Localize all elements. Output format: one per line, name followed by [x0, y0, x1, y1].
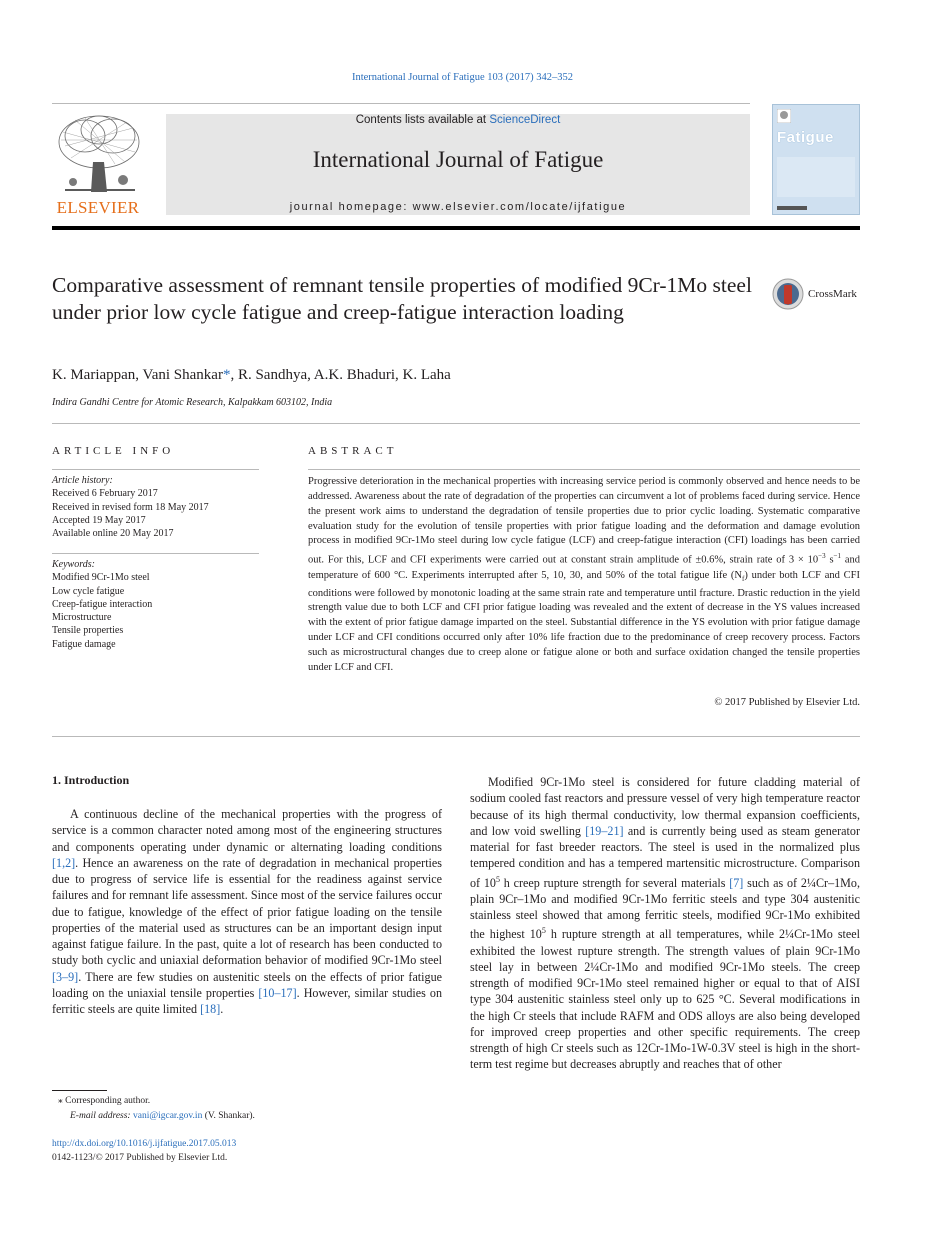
divider: [52, 736, 860, 737]
journal-cover-thumbnail[interactable]: [772, 104, 860, 215]
history-accepted: Accepted 19 May 2017: [52, 514, 146, 526]
citation-link[interactable]: [10–17]: [258, 985, 297, 1000]
history-heading: Article history:: [52, 475, 113, 486]
doi-block: [52, 1137, 236, 1165]
keyword-item: Low cycle fatigue: [52, 585, 125, 597]
keyword-item: Fatigue damage: [52, 638, 116, 650]
keywords: [52, 558, 262, 651]
paragraph: Modified 9Cr-1Mo steel is considered for future cladding material of sodium cooled fast reactors and pressure vessel of very high temperature reactor because of its high thermal conductivity, low thermal expansion coefficients, and low void swelling [19–21] and is currently being used as steam generator material for fast breeder reactors. The steel is used in the normalized plus tempered condition and has a tempered martensitic microstructure. Comparison of $10^5$ h creep rupture strength for several materials [7] such as of 2¼Cr–1Mo, plain 9Cr–1Mo and modified 9Cr-1Mo ferritic steels and type 304 austenitic stainless steel showed that among ferritic steels, modified 9Cr-1Mo exhibited the highest $10^5$ h rupture strength at all temperatures, while 2¼Cr-1Mo steel exhibited the lowest rupture strength. The strength values of plain 9Cr-1Mo steel lay in between 2¼Cr-1Mo and modified 9Cr-1Mo steels. The creep strength of modified 9Cr-1Mo steel remained higher or equal to that of AISI type 304 austenitic stainless steel only up to 625 °C. Several modifications in the high Cr steels that include RAFM and ODS alloys are also being developed for improved creep properties and other specific requirements. The creep strength of high Cr steels such as 12Cr-1Mo-1W-0.3V steel is high in the short-term test regime but decreases abruptly and reaches that of other: [470, 775, 860, 1072]
divider: [52, 553, 259, 554]
journal-homepage[interactable]: journal homepage: www.elsevier.com/locate/ijfatigue: [289, 201, 627, 213]
doi-link[interactable]: http://dx.doi.org/10.1016/j.ijfatigue.2017.05.013: [52, 1139, 237, 1149]
crossmark-icon: [772, 278, 806, 312]
abstract-body: Progressive deterioration in the mechanical properties with increasing service period is commonly observed and hence needs to be addressed. Awareness about the rate of degradation of the properties can circumvent a lot of problems faced during service. Hence the present work aims to understand the degradation of tensile properties due to prior cyclic loading. Systematic comparative evaluation study for the evolution of tensile properties with prior fatigue loading and the deformation and damage evolution process in modified 9Cr-1Mo steel during low cycle fatigue (LCF) and creep-fatigue interaction (CFI) loadings has been carried out. For this, LCF and CFI experiments were carried out at constant strain amplitude of ±0.6%, strain rate of $3 \times 10^{-3}$ $s^{-1}$ and temperature of 600 °C. Experiments interrupted after 5, 10, 30, and 50% of the total fatigue life $(N_f)$ under both LCF and CFI conditions were followed by monotonic loading at the same strain rate and temperature until fracture. Drastic reduction in the yield strength value due to both LCF and CFI prior fatigue loading was revealed and the extent of decrease in the YS values increased with the extent of prior fatigue damage imparted on the steel. Substantial difference in the YS evolution with prior fatigue damage under LCF and CFI conditions occurred only after 10% life fraction due to the predominance of creep recovery process. Factors such as microstructural changes due to creep alone or fatigue alone or both and surface oxidation changed the tensile properties under LCF and CFI.: [308, 476, 861, 673]
divider: [308, 469, 860, 470]
contents-prefix: Contents lists available at: [355, 114, 490, 126]
abstract-copyright: © 2017 Published by Elsevier Ltd.: [714, 697, 860, 708]
keyword-item: Creep-fatigue interaction: [52, 598, 153, 610]
keywords-heading: Keywords:: [52, 559, 95, 570]
journal-reference[interactable]: International Journal of Fatigue 103 (2017) 342–352: [351, 72, 574, 83]
header-thick-rule: [52, 226, 860, 230]
footnote: ⁎ Corresponding author. E-mail address: vani@igcar.gov.in (V. Shankar).: [58, 1096, 255, 1121]
keyword-item: Microstructure: [52, 612, 112, 624]
citation-link[interactable]: [1,2]: [52, 855, 76, 870]
journal-masthead: [166, 114, 750, 215]
elsevier-tree-icon: [55, 112, 143, 196]
footnote-rule: [52, 1090, 107, 1091]
author-names-rest: , R. Sandhya, A.K. Bhaduri, K. Laha: [230, 367, 451, 383]
article-history: [52, 474, 262, 540]
keyword-item: Tensile properties: [52, 625, 124, 637]
sciencedirect-link[interactable]: ScienceDirect: [489, 114, 561, 126]
elsevier-mini-logo-icon: [777, 109, 791, 123]
body-column-right: [470, 774, 860, 1073]
header-divider: [52, 103, 750, 104]
body-column-left: [52, 806, 442, 1017]
paragraph: A continuous decline of the mechanical properties with the progress of service is a common character noted among most of the engineering structures and components operating under dynamic or alternating loading conditions [1,2]. Hence an awareness on the rate of degradation in mechanical properties due to progress of service life is essential for the readiness against service failures and for remnant life assessment. Since most of the service failures occur due to fatigue, knowledge of the effect of prior fatigue loading on the tensile properties of the material used as structures can be an important design input against fatigue failure. In the past, quite a lot of research has been conducted to study both cyclic and uniaxial deformation behavior of modified 9Cr-1Mo steel [3–9]. There are few studies on austenitic steels on the effects of prior fatigue loading on the uniaxial tensile properties [10–17]. However, similar studies on ferritic steels are quite limited [18].: [52, 807, 442, 1016]
affiliation: Indira Gandhi Centre for Atomic Research, Kalpakkam 603102, India: [52, 397, 333, 408]
history-online: Available online 20 May 2017: [52, 528, 174, 540]
email-link[interactable]: vani@igcar.gov.in: [132, 1110, 203, 1121]
divider: [52, 423, 860, 424]
journal-title: International Journal of Fatigue: [312, 147, 604, 172]
citation-link[interactable]: [19–21]: [585, 823, 624, 838]
abstract-heading: ABSTRACT: [308, 445, 398, 457]
author-list: [52, 367, 451, 384]
crossmark-label: CrossMark: [808, 288, 857, 300]
crossmark-badge[interactable]: [772, 278, 862, 312]
author-names: K. Mariappan, Vani Shankar: [52, 367, 223, 383]
cover-journal-name: Fatigue: [777, 129, 834, 146]
citation-link[interactable]: [3–9]: [52, 969, 79, 984]
keyword-item: Modified 9Cr-1Mo steel: [52, 572, 150, 584]
elsevier-wordmark: ELSEVIER: [56, 198, 140, 217]
citation-link[interactable]: [7]: [729, 875, 744, 890]
elsevier-logo[interactable]: [52, 112, 144, 216]
divider: [52, 469, 259, 470]
history-revised: Received in revised form 18 May 2017: [52, 501, 209, 513]
section-heading-introduction: 1. Introduction: [52, 773, 130, 787]
contents-line: [166, 114, 750, 126]
corresponding-author-marker[interactable]: *: [222, 367, 231, 383]
citation-link[interactable]: [18]: [200, 1002, 221, 1016]
article-title: Comparative assessment of remnant tensile properties of modified 9Cr-1Mo steel under prior low cycle fatigue and creep-fatigue interaction loading: [52, 273, 752, 324]
history-received: Received 6 February 2017: [52, 488, 158, 500]
article-info-heading: ARTICLE INFO: [52, 445, 175, 457]
issn-line: 0142-1123/© 2017 Published by Elsevier Ltd.: [52, 1153, 228, 1163]
